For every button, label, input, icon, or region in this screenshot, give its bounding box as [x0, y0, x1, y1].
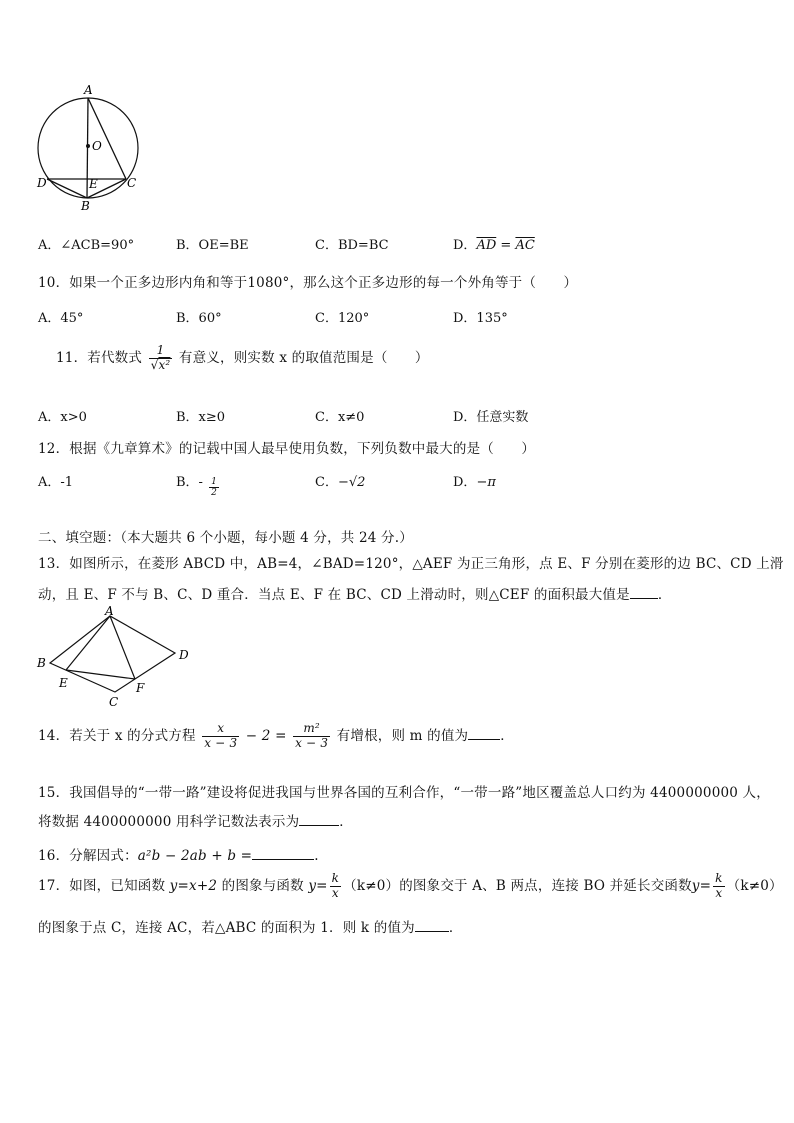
q11-option-b[interactable]: B．x≥0 — [176, 410, 226, 425]
arc-ad: $\overline{AD}$ — [476, 238, 497, 253]
q14-frac1-den: x − 3 — [204, 735, 238, 750]
q14-frac1 — [202, 722, 239, 751]
q16-prefix: 16．分解因式： — [38, 848, 138, 864]
q15-line1: 15．我国倡导的“一带一路”建设将促进我国与世界各国的互利合作，“一带一路”地区覆盖总人口约为 4400000000 人， — [38, 785, 770, 801]
q17-part-a: 17．如图，已知函数 — [38, 877, 170, 894]
q14-end: ． — [500, 727, 514, 744]
q17-part-d: （k≠0） — [726, 877, 783, 894]
label-e: E — [89, 177, 98, 191]
label-f: F — [136, 681, 145, 695]
q11-option-d[interactable]: D．任意实数 — [453, 410, 529, 425]
q13-line2-end: ． — [657, 587, 672, 603]
label-b: B — [37, 656, 46, 670]
q17-line2 — [38, 916, 463, 936]
circle-figure — [34, 84, 144, 214]
q10-option-a[interactable]: A．45° — [38, 311, 84, 326]
label-e: E — [59, 676, 68, 690]
q17-part-b: 的图象与函数 — [217, 877, 309, 894]
q17-line2-end: ． — [448, 920, 463, 936]
arc-ac: $\overline{AC}$ — [515, 238, 535, 253]
q12-b-fraction — [209, 477, 219, 499]
q14-frac2-num: m² — [293, 722, 330, 737]
q14-text — [38, 722, 514, 751]
q9-option-b[interactable]: B．OE=BE — [176, 238, 249, 253]
section-title: 二、填空题：（本大题共 6 个小题，每小题 4 分，共 24 分.） — [38, 530, 413, 546]
q17-y: y= — [308, 877, 328, 894]
q11-option-c[interactable]: C．x≠0 — [315, 410, 365, 425]
q17-line1 — [38, 872, 783, 901]
q17-part-c: （k≠0）的图象交于 A、B 两点，连接 BO 并延长交函数 — [343, 877, 692, 894]
q16-text — [38, 844, 319, 864]
segment-ab — [87, 98, 88, 198]
segment-db — [47, 179, 87, 198]
q15-answer-blank[interactable] — [299, 825, 339, 826]
q14-frac1-num: x — [202, 722, 239, 737]
q14-suffix: 有增根，则 m 的值为 — [336, 727, 469, 744]
q11-frac-num: 1 — [149, 344, 173, 359]
q12-option-d-math: −π — [476, 475, 496, 490]
label-c: C — [109, 695, 119, 709]
q12-b-den: 2 — [211, 488, 217, 499]
q12-option-d-prefix: D． — [453, 475, 477, 490]
label-c: C — [127, 176, 137, 190]
label-d: D — [37, 176, 47, 190]
q17-line2-text: 的图象于点 C，连接 AC，若△ABC 的面积为 1．则 k 的值为 — [38, 920, 415, 936]
q17-frac2-num: k — [715, 871, 723, 885]
q16-answer-blank[interactable] — [252, 859, 314, 860]
q12-b-num: 1 — [211, 477, 217, 487]
q15-line2 — [38, 810, 353, 830]
q13-line1: 13．如图所示，在菱形 ABCD 中，AB=4，∠BAD=120°，△AEF 为正三角形，点 E、F 分别在菱形的边 BC、CD 上滑 — [38, 556, 784, 572]
q11-option-a[interactable]: A．x>0 — [38, 410, 87, 425]
q11-text — [56, 344, 429, 373]
q14-answer-blank[interactable] — [468, 739, 500, 740]
q12-option-b-prefix: B．- — [176, 475, 203, 490]
q17-func1: y=x+2 — [169, 877, 218, 894]
q14-prefix: 14．若关于 x 的分式方程 — [38, 727, 196, 744]
q10-option-b[interactable]: B．60° — [176, 311, 222, 326]
q12-option-c[interactable] — [315, 471, 365, 490]
q12-option-c-prefix: C． — [315, 475, 338, 490]
q11-suffix: 有意义，则实数 x 的取值范围是（ ） — [178, 349, 429, 366]
q9-option-c[interactable]: C．BD=BC — [315, 238, 389, 253]
q14-mid: − 2 = — [245, 727, 287, 744]
q11-fraction — [149, 344, 173, 373]
q13-line2 — [38, 583, 672, 603]
q12-option-a[interactable]: A．-1 — [38, 475, 74, 490]
q9-option-d-prefix: D． — [453, 238, 477, 253]
q16-math: a²b − 2ab + b = — [137, 848, 253, 864]
q17-y2: y= — [691, 877, 712, 894]
label-o: O — [92, 139, 102, 153]
q17-frac1-num: k — [331, 871, 340, 885]
rhombus-figure — [34, 606, 204, 710]
q17-answer-blank[interactable] — [415, 931, 449, 932]
label-b: B — [81, 199, 90, 213]
label-a: A — [84, 84, 93, 97]
label-a: A — [105, 606, 114, 618]
q17-frac1-den: x — [331, 885, 339, 900]
q15-line2-text: 将数据 4400000000 用科学记数法表示为 — [38, 814, 300, 830]
segment-ae — [66, 616, 110, 670]
q14-frac2-den: x − 3 — [295, 735, 329, 750]
rhombus-abcd — [50, 616, 175, 692]
q12-option-c-math: −√2 — [337, 475, 366, 490]
q17-frac2-den: x — [715, 885, 723, 900]
q12-text: 12．根据《九章算术》的记载中国人最早使用负数，下列负数中最大的是（ ） — [38, 441, 536, 457]
q12-option-d[interactable] — [453, 471, 496, 490]
q10-option-c[interactable]: C．120° — [315, 311, 370, 326]
q10-option-d[interactable]: D．135° — [453, 311, 508, 326]
q13-answer-blank[interactable] — [630, 598, 658, 599]
q17-frac1 — [330, 872, 341, 901]
q16-end: . — [314, 848, 319, 864]
label-d: D — [179, 648, 189, 662]
q17-frac2 — [713, 872, 724, 901]
q9-option-d[interactable] — [453, 234, 535, 253]
q13-line2-text: 动，且 E、F 不与 B、C、D 重合．当点 E、F 在 BC、CD 上滑动时，则△CEF 的面积最大值是 — [38, 587, 630, 603]
eq-sign: = — [500, 238, 512, 253]
q10-text: 10．如果一个正多边形内角和等于1080°，那么这个正多边形的每一个外角等于（ ） — [38, 275, 578, 291]
q12-option-b[interactable] — [176, 471, 221, 499]
q14-frac2 — [293, 722, 330, 751]
q11-prefix: 11．若代数式 — [56, 349, 143, 366]
q11-frac-den: √x² — [150, 357, 171, 372]
q9-option-a[interactable]: A．∠ACB=90° — [38, 238, 135, 253]
segment-af — [110, 616, 135, 679]
q15-line2-end: ． — [339, 814, 353, 830]
point-o — [86, 144, 90, 148]
